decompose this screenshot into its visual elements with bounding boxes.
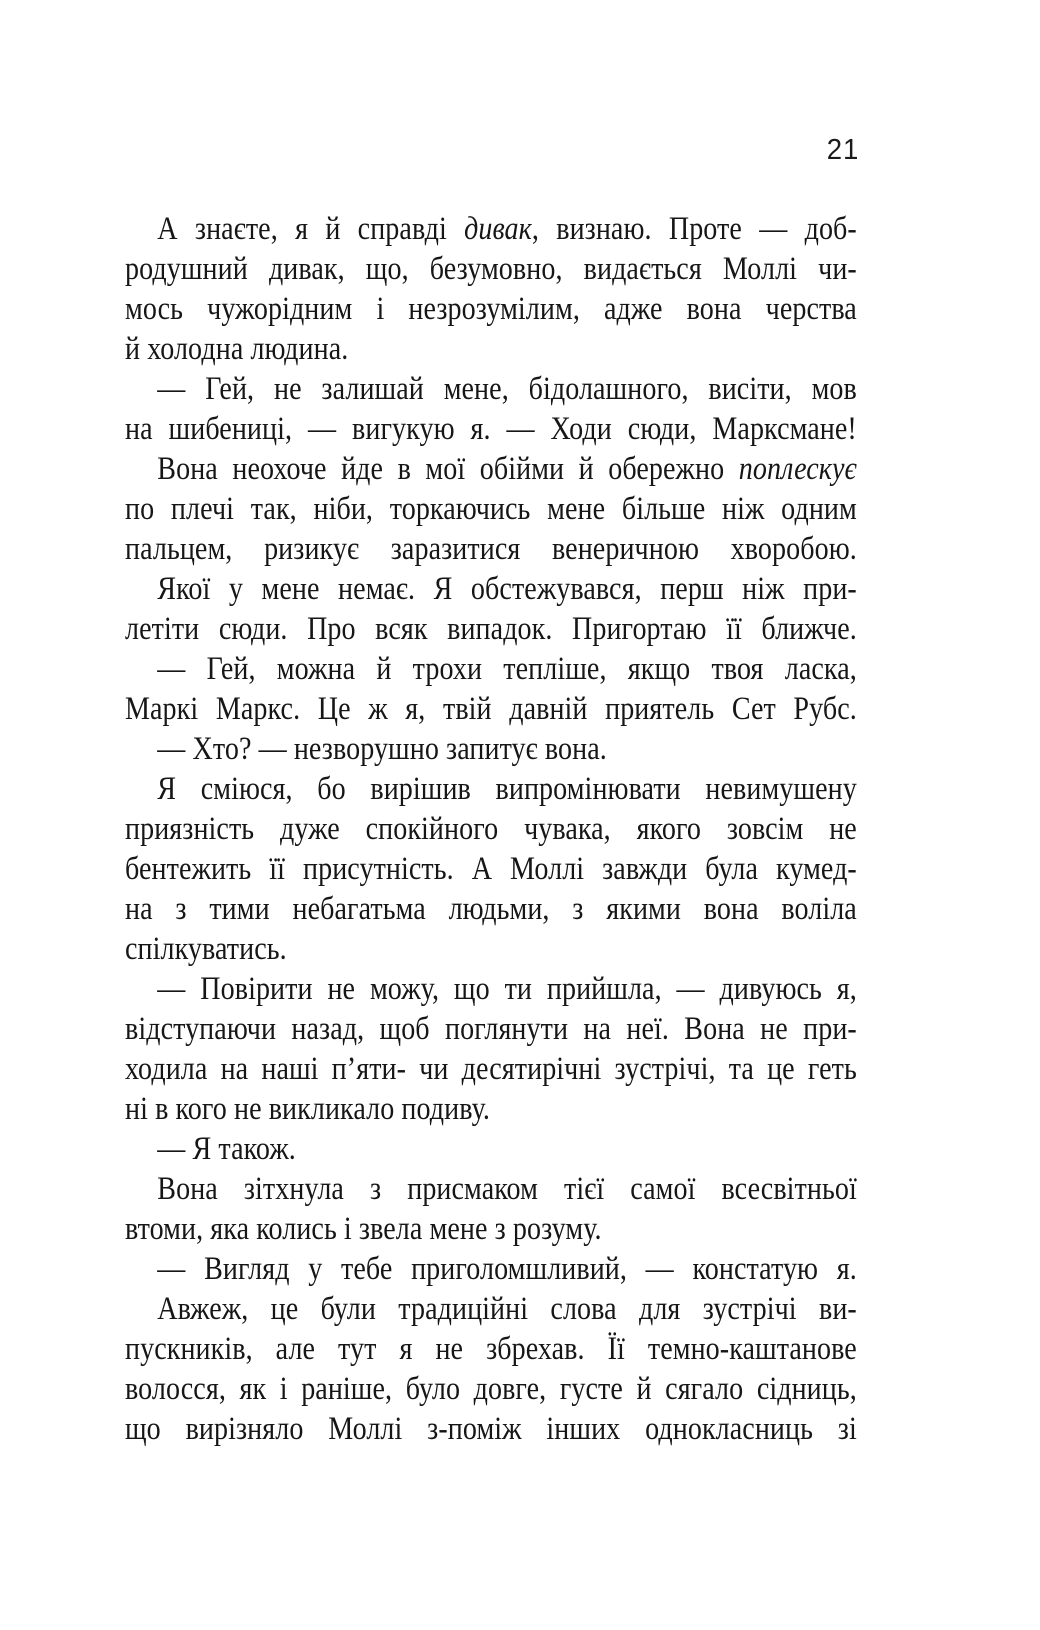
text-line: Авжеж, це були традиційні слова для зустрічі ви- [157, 1291, 857, 1327]
text-line: бентежить її присутність. А Моллі завжди була кумед- [125, 851, 857, 887]
text-line: Маркі Маркс. Це ж я, твій давній приятель Сет Рубс. [125, 691, 857, 727]
paragraph [125, 969, 857, 1129]
text-line: спілкуватись. [125, 931, 287, 967]
paragraph [125, 449, 857, 569]
text-line: — Я також. [157, 1131, 296, 1167]
text-line: мось чужорідним і незрозумілим, адже вона черства [125, 291, 857, 327]
paragraph [125, 369, 857, 449]
text-line: А знаєте, я й справді дивак, визнаю. Проте — доб- [157, 211, 857, 247]
text-line: — Вигляд у тебе приголомшливий, — констатую я. [157, 1251, 857, 1287]
paragraph [125, 649, 857, 729]
paragraph [125, 1249, 857, 1289]
paragraph [125, 1129, 857, 1169]
text-line: втоми, яка колись і звела мене з розуму. [125, 1211, 602, 1247]
text-line: що вирізняло Моллі з-поміж інших однокласниць зі [125, 1411, 857, 1447]
text-line: пальцем, ризикує заразитися венеричною хворобою. [125, 531, 857, 567]
page-number: 21 [826, 134, 859, 166]
text-line: родушний дивак, що, безумовно, видається Моллі чи- [125, 251, 857, 287]
paragraph [125, 569, 857, 649]
paragraph [125, 1289, 857, 1449]
text-line: Якої у мене немає. Я обстежувався, перш ніж при- [157, 571, 857, 607]
text-line: на шибениці, — вигукую я. — Ходи сюди, Марксмане! [125, 411, 857, 447]
text-line: летіти сюди. Про всяк випадок. Пригортаю її ближче. [125, 611, 857, 647]
text-line: Вона неохоче йде в мої обійми й обережно поплескує [157, 451, 857, 487]
text-line: — Хто? — незворушно запитує вона. [157, 731, 607, 767]
text-line: по плечі так, ніби, торкаючись мене більше ніж одним [125, 491, 857, 527]
text-line: відступаючи назад, щоб поглянути на неї. Вона не при- [125, 1011, 857, 1047]
text-line: ні в кого не викликало подиву. [125, 1091, 491, 1127]
text-line: ходила на наші п’яти- чи десятирічні зустрічі, та це геть [125, 1051, 857, 1087]
text-line: приязність дуже спокійного чувака, якого зовсім не [125, 811, 857, 847]
text-line: — Гей, можна й трохи тепліше, якщо твоя ласка, [157, 651, 857, 687]
text-line: Вона зітхнула з присмаком тієї самої всесвітньої [157, 1171, 857, 1207]
text-line: й холодна людина. [125, 331, 349, 367]
text-line: Я сміюся, бо вирішив випромінювати невимушену [157, 771, 857, 807]
page-text [125, 209, 857, 1449]
text-line: — Повірити не можу, що ти прийшла, — дивуюсь я, [157, 971, 857, 1007]
text-line: — Гей, не залишай мене, бідолашного, висіти, мов [157, 371, 857, 407]
text-line: на з тими небагатьма людьми, з якими вона воліла [125, 891, 857, 927]
paragraphs-container [125, 209, 857, 1449]
paragraph [125, 729, 857, 769]
text-line: волосся, як і раніше, було довге, густе й сягало сідниць, [125, 1371, 857, 1407]
paragraph [125, 209, 857, 369]
paragraph [125, 769, 857, 969]
paragraph [125, 1169, 857, 1249]
text-line: пускників, але тут я не збрехав. Її темно-каштанове [125, 1331, 857, 1367]
